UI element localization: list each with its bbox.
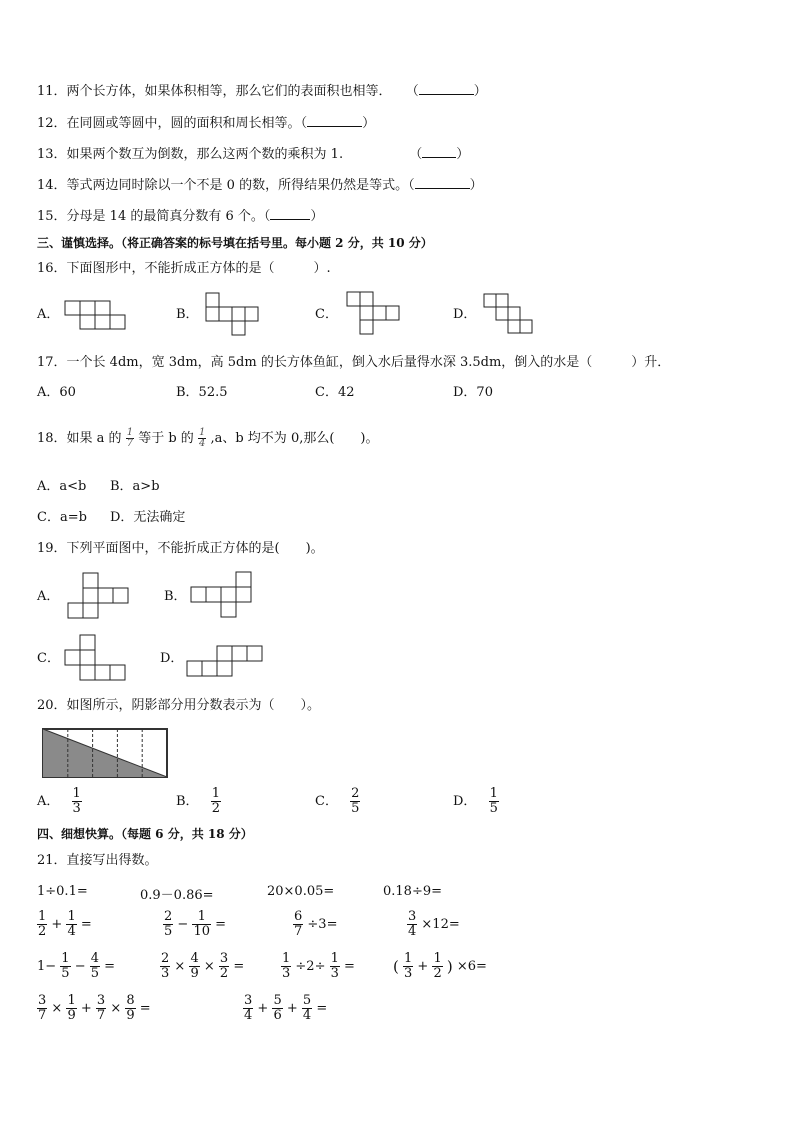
question-11 (37, 82, 487, 101)
q16-option-c-net[interactable] (347, 292, 403, 336)
q13-paren-left: （ (409, 147, 423, 162)
q13-number: 13． (37, 147, 67, 162)
q17-option-d[interactable]: D．70 (453, 385, 493, 400)
calc-3-4: ( $\frac{1}{3}$ + $\frac{1}{2}$ ) ×6= (393, 951, 487, 981)
q18-text-pre: 18．如果 a 的 (37, 431, 122, 446)
q14-text: 等式两边同时除以一个不是 0 的数，所得结果仍然是等式。 (66, 178, 409, 193)
q20-option-b-denominator: 2 (211, 801, 220, 816)
q19-option-d-net[interactable] (187, 646, 265, 680)
calc-2-4: $\frac{3}{4}$ ×12= (408, 909, 460, 939)
q19-option-c-label: C． (37, 651, 60, 666)
calc-1-3: 20×0.05= (267, 884, 335, 899)
q18-fraction-2-numerator: 1 (198, 427, 206, 438)
q18-option-c[interactable]: C．a=b (37, 510, 87, 525)
q13-paren-right: ） (456, 147, 470, 162)
q19-option-b-net[interactable] (191, 572, 255, 620)
calc-3-3: $\frac{1}{3}$ ÷2÷ $\frac{1}{3}$ = (282, 951, 355, 981)
q20-option-d-fraction (489, 787, 499, 816)
q18-fraction-1-numerator: 1 (126, 427, 134, 438)
q19-option-d-label: D． (160, 651, 184, 666)
q20-option-b-numerator: 1 (211, 786, 220, 801)
q15-number: 15． (37, 209, 67, 224)
q20-option-c[interactable] (315, 787, 360, 816)
q14-answer-blank[interactable] (415, 176, 470, 189)
q18-text-post: ,a、b 均不为 0,那么( )。 (210, 431, 379, 446)
q13-text: 如果两个数互为倒数，那么这两个数的乘积为 1. (66, 147, 344, 162)
q19-option-c-net[interactable] (65, 635, 129, 683)
q17-text: 17．一个长 4dm，宽 3dm，高 5dm 的长方体鱼缸，倒入水后量得水深 3.5dm，倒入的水是（ ）升． (37, 355, 671, 370)
q11-text: 两个长方体，如果体积相等，那么它们的表面积也相等． (66, 84, 392, 99)
q14-number: 14． (37, 178, 67, 193)
question-13 (37, 145, 469, 164)
q18-option-d[interactable]: D．无法确定 (110, 510, 186, 525)
q16-option-c-label: C． (315, 307, 338, 322)
q20-option-a-label: A． (37, 794, 60, 809)
q12-paren-left: （ (300, 116, 308, 131)
q11-paren-right: ） (473, 84, 487, 99)
calc-4-2: $\frac{3}{4}$ + $\frac{5}{6}$ + $\frac{5}{4}$ = (244, 993, 328, 1023)
q20-option-c-fraction (350, 787, 360, 816)
q19-option-a-label: A． (37, 589, 60, 604)
q11-paren-left: （ (405, 84, 419, 99)
q20-option-a-numerator: 1 (72, 786, 81, 801)
q16-option-d-net[interactable] (484, 294, 536, 336)
q11-number: 11． (37, 84, 67, 99)
q20-option-a-denominator: 3 (72, 801, 81, 816)
q18-text-mid: 等于 b 的 (138, 431, 194, 446)
q20-option-d[interactable] (453, 787, 499, 816)
q20-option-b-label: B． (176, 794, 199, 809)
q12-number: 12． (37, 116, 67, 131)
q18-option-b[interactable]: B．a>b (110, 479, 160, 494)
q20-shaded-rectangle-figure (43, 729, 171, 779)
section-4-heading: 四、细想快算。（每题 6 分，共 18 分） (37, 827, 253, 841)
calc-4-1: $\frac{3}{7}$ × $\frac{1}{9}$ + $\frac{3}{7}$ × $\frac{8}{9}$ = (38, 993, 151, 1023)
q13-answer-blank[interactable] (422, 145, 456, 158)
q20-option-c-numerator: 2 (351, 786, 360, 801)
calc-1-4: 0.18÷9= (383, 884, 443, 899)
q19-option-a-net[interactable] (68, 573, 132, 621)
q12-text: 在同圆或等圆中，圆的面积和周长相等。 (66, 116, 301, 131)
question-18 (37, 428, 379, 449)
q19-text: 19．下列平面图中，不能折成正方体的是( )。 (37, 541, 324, 556)
q19-option-b-label: B． (164, 589, 187, 604)
q17-option-a[interactable]: A．60 (37, 385, 76, 400)
q18-fraction-one-seventh (126, 428, 134, 449)
calc-2-2: $\frac{2}{5}$ − $\frac{1}{10}$ = (164, 909, 227, 939)
q18-option-a[interactable]: A．a<b (37, 479, 87, 494)
q11-answer-blank[interactable] (419, 82, 474, 95)
q16-option-a-net[interactable] (65, 301, 129, 331)
q16-option-b-net[interactable] (206, 293, 268, 337)
q21-text: 21．直接写出得数。 (37, 853, 158, 868)
q18-fraction-1-denominator: 7 (126, 438, 134, 449)
calc-2-3: $\frac{6}{7}$ ÷3= (294, 909, 338, 939)
q15-paren-left: （ (263, 209, 271, 224)
q15-paren-right: ） (310, 209, 324, 224)
q15-answer-blank[interactable] (270, 207, 310, 220)
calc-3-1: 1− $\frac{1}{5}$ − $\frac{4}{5}$ = (37, 951, 116, 981)
q12-paren-right: ） (362, 116, 376, 131)
q16-option-a-label: A． (37, 307, 60, 322)
q16-option-b-label: B． (176, 307, 199, 322)
question-12 (37, 114, 375, 133)
q14-paren-right: ） (469, 178, 483, 193)
q20-option-c-label: C． (315, 794, 338, 809)
q20-option-c-denominator: 5 (351, 801, 360, 816)
q18-fraction-one-fourth (198, 428, 206, 449)
q17-option-b[interactable]: B．52.5 (176, 385, 228, 400)
q17-option-c[interactable]: C．42 (315, 385, 355, 400)
q12-answer-blank[interactable] (307, 114, 362, 127)
q14-paren-left: （ (408, 178, 415, 193)
q20-option-b-fraction (211, 787, 221, 816)
q15-text: 分母是 14 的最简真分数有 6 个。 (66, 209, 264, 224)
q20-option-a[interactable] (37, 787, 82, 816)
calc-1-2: 0.9－0.86= (140, 888, 214, 903)
q20-text: 20．如图所示，阴影部分用分数表示为（ ）。 (37, 698, 321, 713)
q18-fraction-2-denominator: 4 (198, 438, 206, 449)
q20-option-d-denominator: 5 (489, 801, 498, 816)
question-15 (37, 207, 323, 226)
section-3-heading: 三、谨慎选择。（将正确答案的标号填在括号里。每小题 2 分，共 10 分） (37, 236, 433, 250)
q16-text: 16．下面图形中，不能折成正方体的是（ ）. (37, 261, 331, 276)
calc-1-1: 1÷0.1= (37, 884, 88, 899)
calc-2-1: $\frac{1}{2}$ + $\frac{1}{4}$ = (38, 909, 92, 939)
q16-option-d-label: D． (453, 307, 477, 322)
q20-option-d-label: D． (453, 794, 477, 809)
q20-option-b[interactable] (176, 787, 221, 816)
q20-option-a-fraction (72, 787, 82, 816)
calc-3-2: $\frac{2}{3}$ × $\frac{4}{9}$ × $\frac{3}{2}$ = (161, 951, 245, 981)
question-14 (37, 176, 483, 195)
q20-option-d-numerator: 1 (489, 786, 498, 801)
